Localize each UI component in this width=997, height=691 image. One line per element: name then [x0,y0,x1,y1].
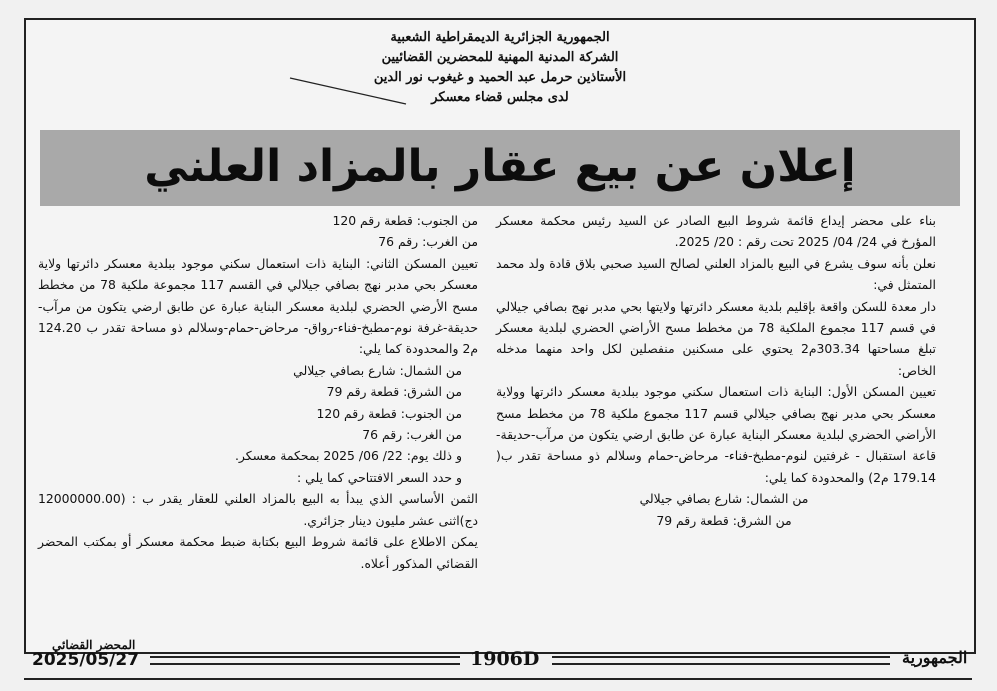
first-dwelling-paragraph: تعيين المسكن الأول: البناية ذات استعمال سكني موجود ببلدية معسكر دائرتها وولاية معسكر بحي مدبر نهج بصافي جيلالي قسم 117 مجموع ملكية 78 من مخطط مسح الأراضي الحضري لبلدية معسكر البناية عبارة عن طابق ارضي يتكون من مرآب-حديقة-قاعة استقبال - غرفتين لنوم-مطبخ-فناء- مرحاض-حمام وسلالم ذو مساحة تقدر ب( 179.14 م2) والمحدودة كما يلي: [496,384,936,485]
sale-paragraph: نعلن بأنه سوف يشرع في البيع بالمزاد العلني لصالح السيد صحبي بلاق قادة ولد محمد المتمثل في: [496,255,936,293]
auction-date-line: و ذلك يوم: 22/ 06/ 2025 بمحكمة معسكر. [234,448,462,464]
footer-rule-right [552,656,890,665]
publication-date: 2025/05/27 [32,650,140,670]
boundary-west-1: من الغرب: رقم 76 [378,234,478,250]
newspaper-logo: الجمهورية [902,648,968,667]
property-paragraph: دار معدة للسكن واقعة بإقليم بلدية معسكر دائرتها ولايتها بحي مدبر نهج بصافي جيلالي في قسم 117 مجموع الملكية 78 من مخطط مسح الأراضي الحضري لبلدية معسكر تبلغ مساحتها 303.34م2 يحتوي على مسكنين منفصلين لكل واحد منهما مدخله الخاص: [496,298,936,378]
boundary-north-1: من الشمال: شارع بصافي جيلالي [639,491,809,507]
bottom-rule [24,678,972,690]
boundary-north-2: من الشمال: شارع بصافي جيلالي [293,362,462,378]
right-column [496,210,952,531]
header-line-3: الأستاذين حرمل عبد الحميد و غيغوب نور الدين [373,70,627,85]
announcement-title: إعلان عن بيع عقار بالمزاد العلني [144,141,856,192]
bailiff-signature: المحضر القضائي [52,638,136,652]
reference-number: 1906D [470,648,540,670]
footer-bar [24,650,972,672]
header-line-1: الجمهورية الجزائرية الديمقراطية الشعبية [390,30,610,45]
header-line-2: الشركة المدنية المهنية للمحضرين القضائيين [381,50,619,65]
header-block [26,28,974,108]
boundary-south-1: من الجنوب: قطعة رقم 120 [332,213,478,228]
price-intro: و حدد السعر الافتتاحي كما يلي : [297,469,462,485]
boundary-south-2: من الجنوب: قطعة رقم 120 [316,405,462,421]
boundary-west-2: من الغرب: رقم 76 [362,427,462,443]
second-dwelling-paragraph: تعيين المسكن الثاني: البناية ذات استعمال سكني موجود ببلدية معسكر دائرتها ولاية معسكر بحي مدبر نهج بصافي جيلالي في القسم 117 مجموعة ملكية 78 من مخطط مسح الأرضي الحضري لبلدية معسكر البناية عبارة عن طابق ارضي يتكون من مرآب-حديقة-غرفة نوم-مطبخ-فناء-رواق- مرحاض-حمام-وسلالم ذو مساحة تقدر ب 124.20 م2 والمحدودة كما يلي: [38,255,479,357]
intro-paragraph: بناء على محضر إيداع قائمة شروط البيع الصادر عن السيد رئيس محكمة معسكر المؤرخ في 24/ 04/ 2025 تحت رقم : 20/ 2025. [496,213,936,250]
header-line-4: لدى مجلس قضاء معسكر [431,90,569,105]
pen-stroke-mark [288,76,408,106]
boundary-east-2: من الشرق: قطعة رقم 79 [326,384,462,400]
footer-rule-left [150,656,460,665]
announcement-frame [24,18,976,654]
boundary-east-1: من الشرق: قطعة رقم 79 [656,512,792,528]
consultation-paragraph: يمكن الاطلاع على قائمة شروط البيع بكتابة ضبط محكمة معسكر أو بمكتب المحضر القضائي المذكور أعلاه. [38,534,478,571]
left-column [38,210,478,574]
starting-price-paragraph: الثمن الأساسي الذي يبدأ به البيع بالمزاد العلني للعقار يقدر ب : (12000000.00 دج)اثنى عشر مليون دينار جزائري. [38,491,478,528]
